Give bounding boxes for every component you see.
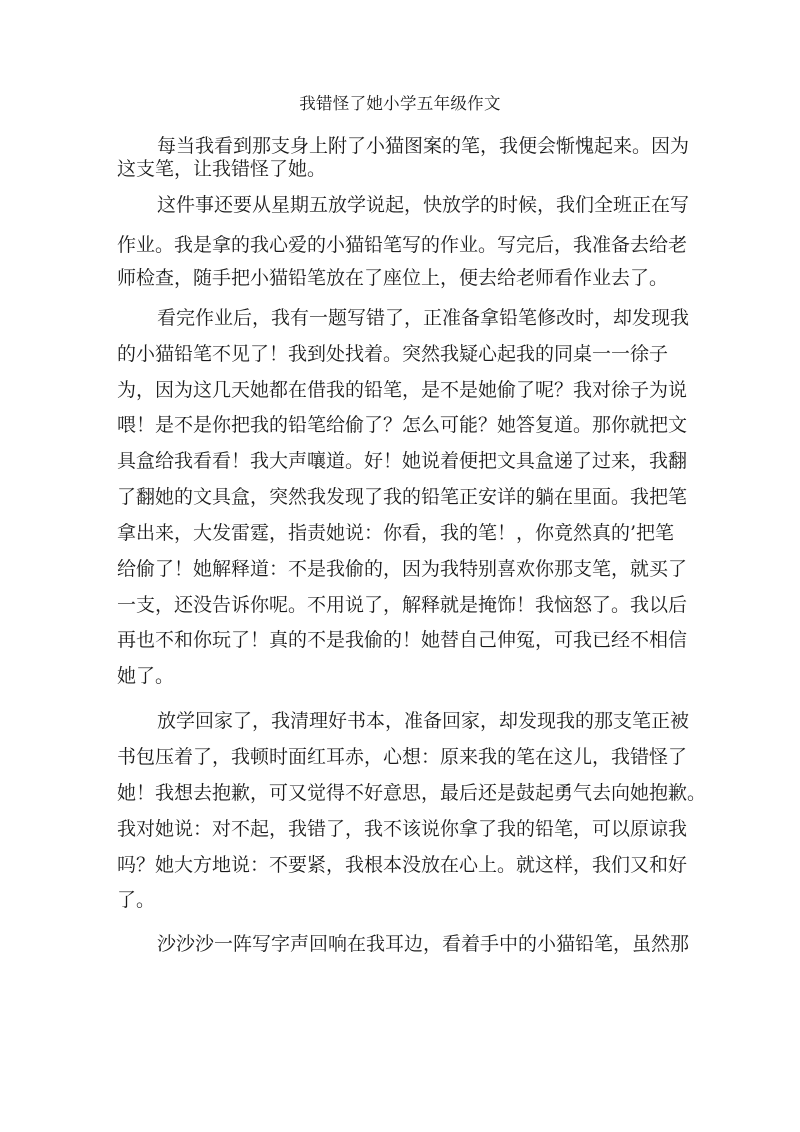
text-line: 给偷了！她解释道：不是我偷的，因为我特别喜欢你那支笔，就买了 [117, 558, 688, 580]
text-line: 一支，还没告诉你呢。不用说了，解释就是掩饰！我恼怒了。我以后 [117, 594, 688, 616]
text-line: 放学回家了，我清理好书本，准备回家，却发现我的那支笔正被 [157, 710, 690, 732]
text-line: 作业。我是拿的我心爱的小猫铅笔写的作业。写完后，我准备去给老 [117, 234, 688, 256]
text-line: 了翻她的文具盒，突然我发现了我的铅笔正安详的躺在里面。我把笔 [117, 486, 688, 508]
text-line: 她！我想去抱歉，可又觉得不好意思，最后还是鼓起勇气去向她抱歉。 [117, 782, 707, 804]
text-line: 师检查，随手把小猫铅笔放在了座位上，便去给老师看作业去了。 [117, 267, 669, 289]
text-line: 喂！是不是你把我的铅笔给偷了？怎么可能？她答复道。那你就把文 [117, 414, 688, 436]
text-line: 为，因为这几天她都在借我的铅笔，是不是她偷了呢？我对徐子为说 [117, 379, 688, 401]
text-line: 她了。 [117, 665, 175, 687]
text-line: 书包压着了，我顿时面红耳赤，心想：原来我的笔在这儿，我错怪了 [117, 746, 688, 768]
text-line: 的小猫铅笔不见了！我到处找着。突然我疑心起我的同桌一一徐子 [117, 343, 669, 365]
text-line: 我对她说：对不起，我错了，我不该说你拿了我的铅笔，可以原谅我 [117, 818, 688, 840]
document-title: 我错怪了她小学五年级作文 [299, 94, 501, 113]
text-line: 沙沙沙一阵写字声回响在我耳边，看着手中的小猫铅笔，虽然那 [157, 933, 690, 955]
text-line: 看完作业后，我有一题写错了，正准备拿铅笔修改时，却发现我 [157, 307, 690, 329]
text-line: 这件事还要从星期五放学说起，快放学的时候，我们全班正在写 [157, 194, 690, 216]
text-line: 吗？她大方地说：不要紧，我根本没放在心上。就这样，我们又和好 [117, 854, 688, 876]
text-line: 这支笔，让我错怪了她。 [117, 158, 327, 180]
text-line: 每当我看到那支身上附了小猫图案的笔，我便会惭愧起来。因为 [157, 135, 690, 157]
text-line: 再也不和你玩了！真的不是我偷的！她替自己伸冤，可我已经不相信 [117, 629, 688, 651]
text-line: 具盒给我看看！我大声嚷道。好！她说着便把文具盒递了过来，我翻 [117, 450, 688, 472]
text-line: 了。 [117, 889, 156, 911]
text-line: 拿出来，大发雷霆，指责她说：你看，我的笔！，你竟然真的’把笔 [117, 522, 675, 544]
